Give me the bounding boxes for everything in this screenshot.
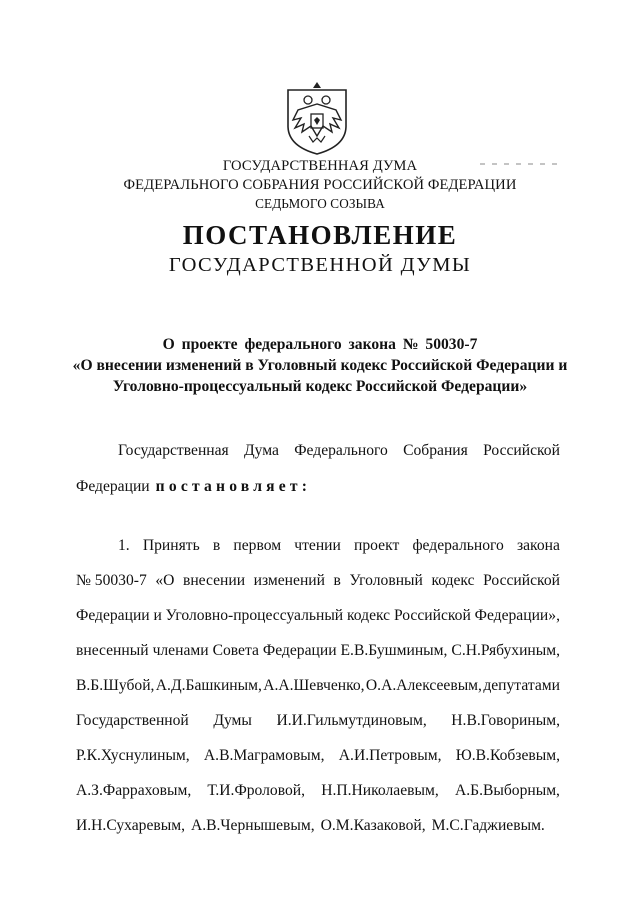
item-word: Принять [142,537,200,554]
item-word: Федерации [76,607,150,624]
preamble-line-1 [118,442,560,460]
item-word: депутатами [483,677,560,694]
item-word: А.Д.Башкиным, [155,677,262,694]
resolves-word: постановляет: [155,478,312,495]
item1-line-4 [76,642,560,660]
item1-line-1 [118,537,560,555]
subject-line-3: Уголовно-процессуальный кодекс Российской Федерации» [112,378,528,395]
item-word: первом [233,537,282,554]
item1-line-9 [76,817,560,835]
header-line-1: ГОСУДАРСТВЕННАЯ ДУМА [222,158,418,174]
subject-line-2: «О внесении изменений в Уголовный кодекс Российской Федерации и [72,357,568,374]
item-word: Федерации [262,642,337,659]
item-word: И.Н.Сухаревым, [76,817,185,834]
item-word: федерального [412,537,504,554]
item-word: кодекс [431,572,475,589]
item-word: изменений [253,572,325,589]
item-word: внесении [182,572,246,589]
item1-line-6 [76,712,560,730]
subject-line-1: О проекте федерального закона № 50030-7 [162,336,478,353]
item-word: Уголовный [349,572,423,589]
item-word: Н.В.Говориным, [451,712,560,729]
item-word: А.В.Маграмовым, [203,747,325,764]
item-word: А.В.Чернышевым, [190,817,315,834]
item-word: А.Б.Выборным, [454,782,560,799]
item-word: А.З.Фарраховым, [76,782,192,799]
preamble-line-2 [76,478,560,496]
item-word: проект [354,537,400,554]
item-word: Совета [212,642,259,659]
document-title: ПОСТАНОВЛЕНИЕ [182,220,458,250]
item-word: и [153,607,162,624]
item1-line-5 [76,677,560,695]
header-line-2: ФЕДЕРАЛЬНОГО СОБРАНИЯ РОССИЙСКОЙ ФЕДЕРАЦИИ [123,177,517,193]
item-word: чтении [294,537,341,554]
item-word: Думы [213,712,252,729]
item-word: Р.К.Хуснулиным, [76,747,190,764]
item-word: М.С.Гаджиевым. [431,817,545,834]
item-word: Е.В.Бушминым, [340,642,448,659]
item-word: внесенный [76,642,149,659]
item-word: В.Б.Шубой, [76,677,155,694]
item-word: Российской [483,572,560,589]
item-word: С.Н.Рябухиным, [451,642,560,659]
item-word: О.А.Алексеевым, [365,677,482,694]
preamble-word: Дума [244,442,279,459]
item-word: Уголовно-процессуальный [165,607,344,624]
item-word: кодекс [347,607,391,624]
header-line-3: СЕДЬМОГО СОЗЫВА [255,196,385,211]
item1-line-2 [76,572,560,590]
item-word: А.И.Петровым, [338,747,442,764]
preamble-word: Государственная [118,442,229,459]
item-word: О.М.Казаковой, [320,817,426,834]
item-word: членами [152,642,209,659]
item-word: Ю.В.Кобзевым, [455,747,560,764]
item-word: Государственной [76,712,189,729]
item-word: Т.И.Фроловой, [207,782,306,799]
item-word: № 50030-7 [76,572,147,589]
item-word: Н.П.Николаевым, [321,782,439,799]
coat-of-arms-icon [280,76,354,156]
item1-line-3 [76,607,560,625]
item-word: Федерации», [474,607,560,624]
document-subtitle: ГОСУДАРСТВЕННОЙ ДУМЫ [168,254,472,276]
item-word: в [212,537,221,554]
item-word: «О [155,572,175,589]
preamble-word: Федерального [294,442,388,459]
item-word: Российской [393,607,471,624]
item-word: А.А.Шевченко, [263,677,365,694]
item1-line-8 [76,782,560,800]
item-word: в [333,572,341,589]
item-word: закона [516,537,560,554]
preamble-word: Собрания [403,442,468,459]
preamble-word: Российской [483,442,560,459]
item-number: 1. [118,537,130,554]
item-word: И.И.Гильмутдиновым, [276,712,427,729]
preamble-word: Федерации [76,478,150,495]
item1-line-7 [76,747,560,765]
